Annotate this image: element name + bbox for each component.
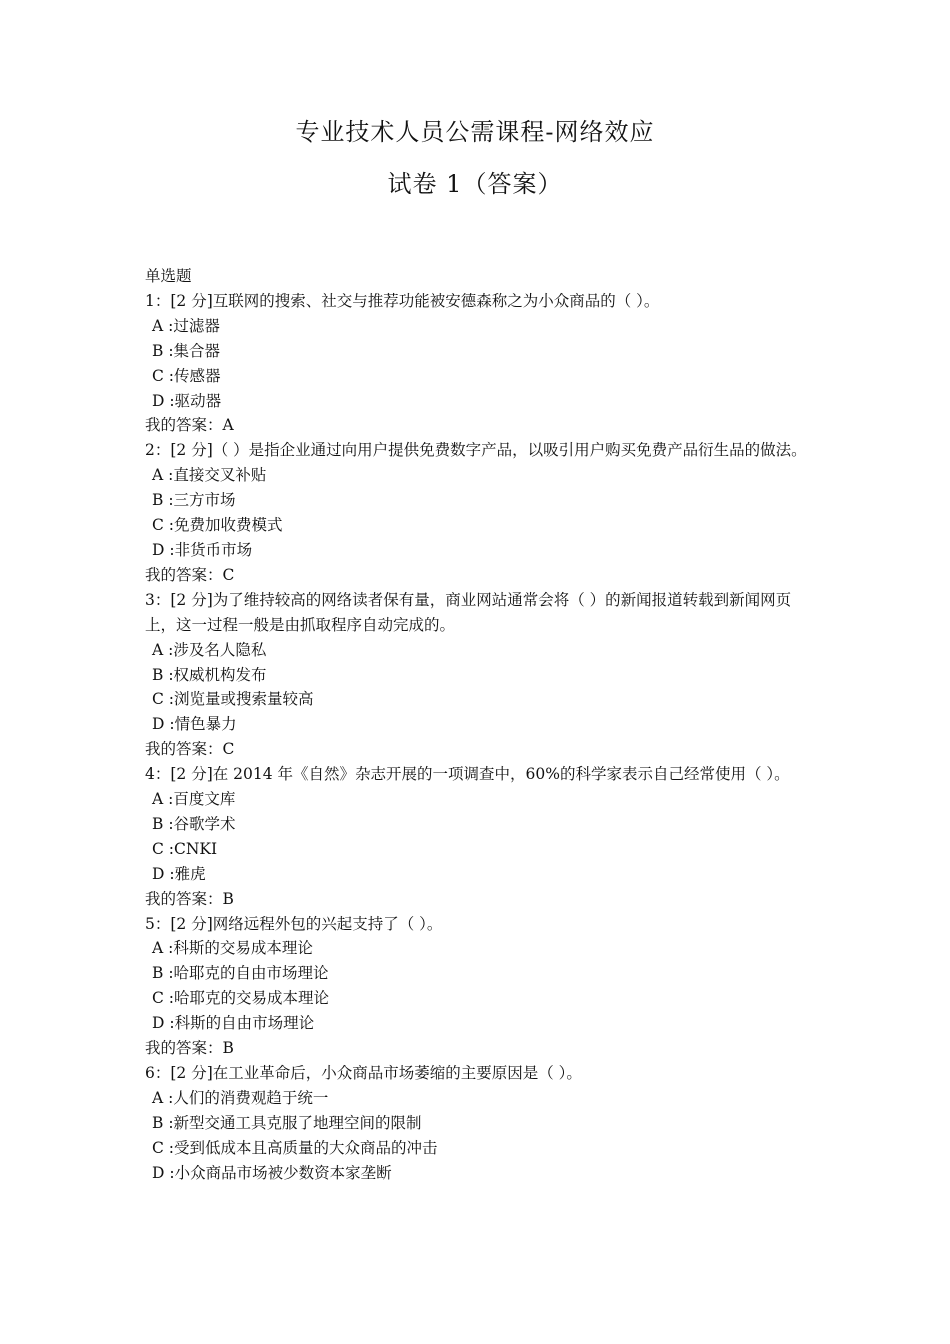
question-stem: 6：[2 分]在工业革命后，小众商品市场萎缩的主要原因是（ ）。 [145, 1064, 582, 1082]
question-item [145, 289, 815, 438]
question-option: B :权威机构发布 [152, 665, 267, 684]
question-stem: 5：[2 分]网络远程外包的兴起支持了（ ）。 [145, 914, 443, 933]
question-option: D :情色暴力 [152, 715, 237, 734]
answer-prefix: 我的答案： [145, 889, 223, 908]
answer-prefix: 我的答案： [145, 416, 223, 435]
question-option: B :哈耶克的自由市场理论 [152, 964, 329, 983]
question-item [145, 912, 815, 1061]
my-answer [145, 887, 815, 912]
question-option: C :浏览量或搜索量较高 [152, 690, 314, 709]
question-option: C :免费加收费模式 [152, 516, 283, 535]
answer-value: C [222, 740, 235, 759]
question-option: C :传感器 [152, 366, 221, 385]
document-subtitle: 试卷 1（答案） [387, 170, 563, 198]
question-stem: 2：[2 分]（ ）是指企业通过向用户提供免费数字产品，以吸引用户购买免费产品衍生品的做法。 [145, 441, 807, 460]
question-option: A :涉及名人隐私 [152, 640, 267, 659]
question-option: A :人们的消费观趋于统一 [152, 1088, 329, 1107]
question-stem: 4：[2 分]在 2014 年《自然》杂志开展的一项调查中，60%的科学家表示自己经常使用（ ）。 [145, 765, 790, 784]
question-option: C :CNKI [152, 839, 218, 858]
answer-prefix: 我的答案： [145, 565, 223, 584]
question-stem: 1：[2 分]互联网的搜索、社交与推荐功能被安德森称之为小众商品的（ ）。 [145, 291, 660, 310]
question-option: A :直接交叉补贴 [152, 466, 267, 485]
answer-value: A [222, 416, 234, 435]
my-answer [145, 1036, 815, 1061]
question-option: A :百度文库 [152, 790, 236, 809]
answer-value: B [222, 1039, 234, 1058]
question-option: D :雅虎 [152, 864, 206, 883]
question-option: B :谷歌学术 [152, 814, 236, 833]
document-title: 专业技术人员公需课程-网络效应 [295, 118, 655, 146]
question-item [145, 762, 815, 911]
my-answer [145, 413, 815, 438]
question-option: D :非货币市场 [152, 540, 253, 559]
answer-value: C [222, 565, 235, 584]
question-item [145, 588, 815, 762]
question-option: D :驱动器 [152, 391, 222, 410]
question-option: C :受到低成本且高质量的大众商品的冲击 [152, 1138, 438, 1157]
my-answer [145, 563, 815, 588]
question-item [145, 1061, 815, 1186]
section-label: 单选题 [145, 267, 192, 285]
question-option: B :三方市场 [152, 491, 236, 510]
question-option: D :科斯的自由市场理论 [152, 1014, 315, 1033]
question-option: B :新型交通工具克服了地理空间的限制 [152, 1113, 422, 1132]
exam-content [145, 264, 815, 1186]
question-option: A :过滤器 [152, 316, 220, 335]
answer-value: B [222, 889, 234, 908]
question-option: D :小众商品市场被少数资本家垄断 [152, 1163, 392, 1182]
question-option: C :哈耶克的交易成本理论 [152, 989, 330, 1008]
question-option: A :科斯的交易成本理论 [152, 939, 313, 958]
question-item [145, 438, 815, 587]
my-answer [145, 737, 815, 762]
answer-prefix: 我的答案： [145, 740, 223, 759]
question-option: B :集合器 [152, 341, 221, 360]
answer-prefix: 我的答案： [145, 1039, 223, 1058]
question-stem: 3：[2 分]为了维持较高的网络读者保有量，商业网站通常会将（ ）的新闻报道转载到新闻网页上，这一过程一般是由抓取程序自动完成的。 [145, 590, 792, 634]
